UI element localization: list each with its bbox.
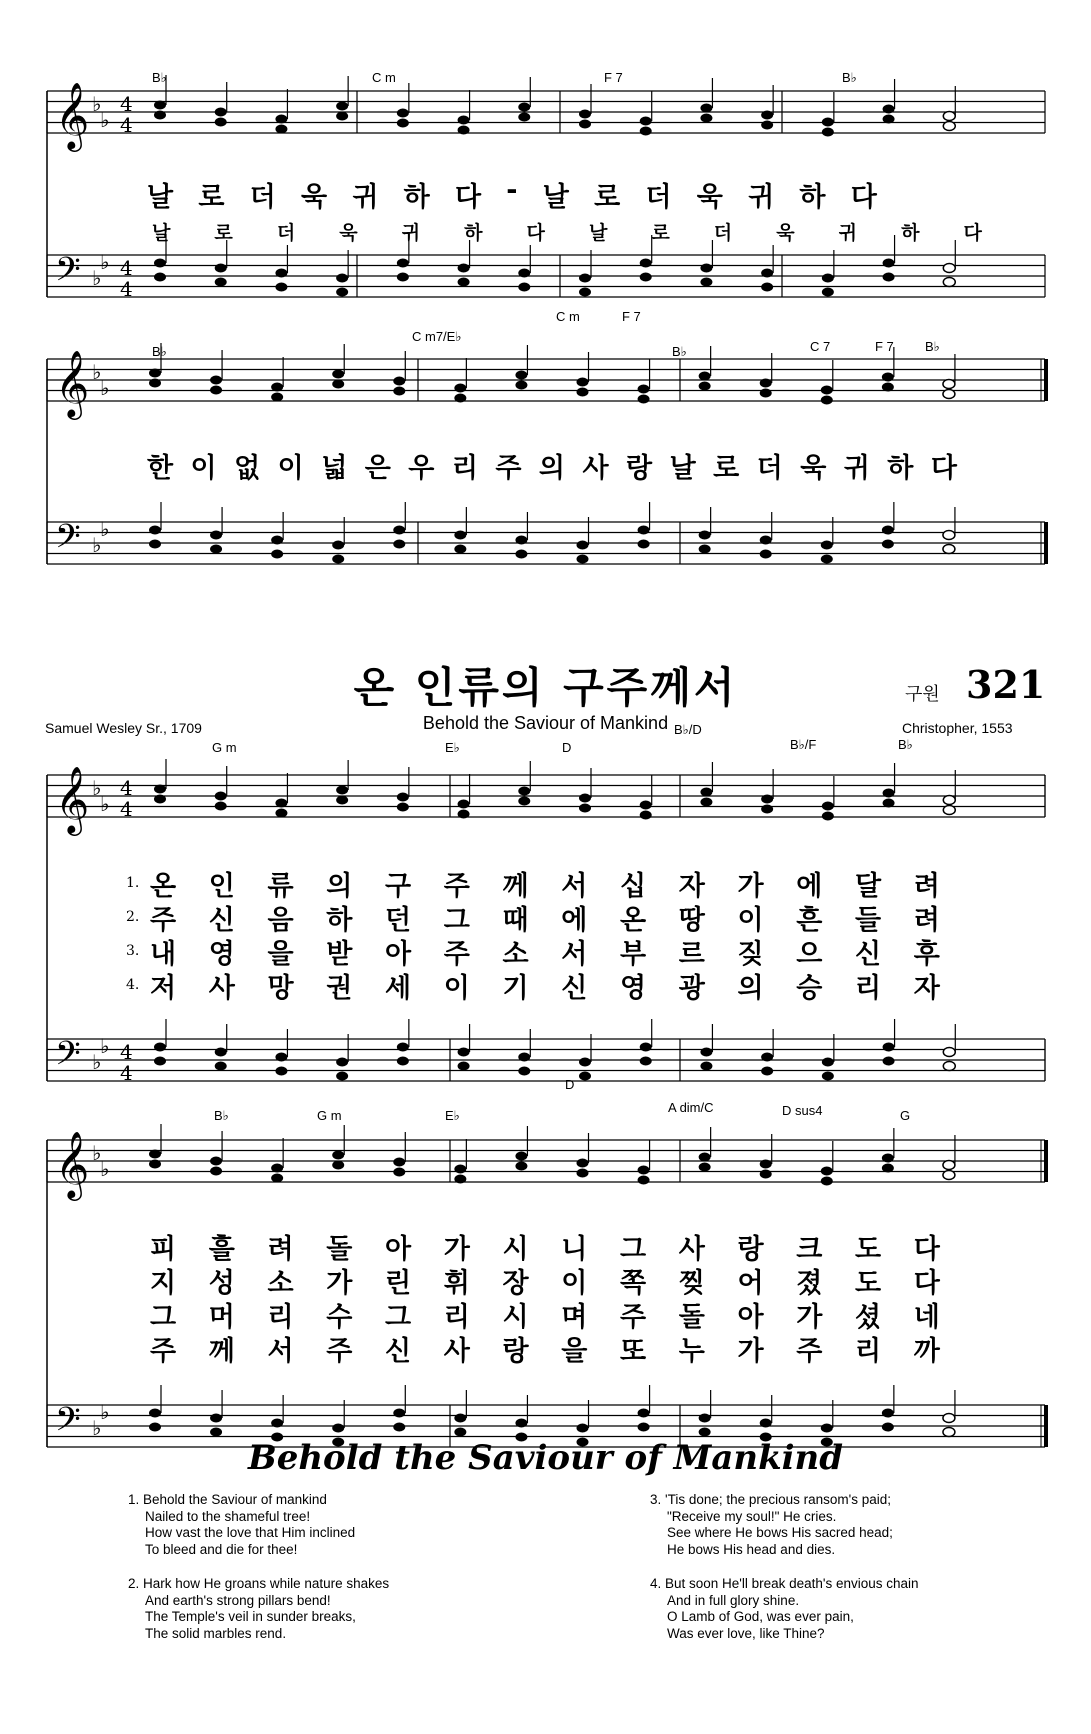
lyric-syllable: 셨: [855, 1302, 882, 1333]
svg-text:4: 4: [120, 277, 133, 301]
lyric-syllable: 네: [913, 1302, 940, 1333]
lyric-syllable: 며: [561, 1302, 588, 1333]
lyric-syllable: 사: [582, 453, 609, 484]
svg-text:♭: ♭: [92, 360, 102, 384]
svg-text:♭: ♭: [92, 1050, 102, 1074]
lyric-syllable: 주: [150, 1336, 177, 1367]
chord-label: F 7: [622, 309, 641, 324]
hymn-category-label: 구원: [905, 684, 940, 705]
chord-label: C m: [372, 70, 396, 85]
hymn-subtitle: Behold the Saviour of Mankind: [422, 713, 669, 733]
lyric-syllable: 주: [443, 871, 470, 902]
svg-text:♭: ♭: [92, 266, 102, 290]
verse-line: The Temple's veil in sunder breaks,: [145, 1609, 356, 1624]
chord-label: B♭: [152, 344, 167, 359]
svg-text:♭: ♭: [100, 1400, 110, 1424]
verse-line: Was ever love, like Thine?: [667, 1625, 825, 1641]
lyric-syllable: 은: [364, 453, 391, 484]
lyric-syllable: 그: [150, 1302, 177, 1333]
svg-text:♭: ♭: [100, 108, 110, 132]
verse-line: "Receive my soul!" He cries.: [667, 1508, 837, 1524]
lyric-syllable: 다: [526, 222, 545, 244]
svg-text:4: 4: [120, 1061, 133, 1085]
lyric-syllable: 없: [234, 453, 261, 484]
lyric-syllable: 자: [678, 871, 705, 902]
lyric-syllable: 그: [385, 1302, 412, 1333]
lyric-syllable: 장: [502, 1268, 529, 1299]
lyric-syllable: 사: [443, 1336, 470, 1367]
lyric-syllable: 이: [561, 1268, 588, 1299]
tune-credit: Christopher, 1553: [902, 720, 1013, 736]
lyric-syllable: 달: [855, 871, 882, 902]
lyric-syllable: 에: [796, 871, 823, 902]
lyric-syllable: 휘: [443, 1268, 470, 1299]
lyric-syllable: 리: [443, 1302, 470, 1333]
lyric-syllable: 서: [561, 939, 588, 970]
svg-text:♭: ♭: [100, 1157, 110, 1181]
lyric-syllable: 다: [913, 1234, 940, 1265]
english-verse-1: [128, 1492, 355, 1558]
svg-text:♭: ♭: [100, 1034, 110, 1058]
lyric-syllable: 사: [208, 973, 235, 1004]
lyric-syllable: 다: [963, 222, 982, 244]
lyric-syllable: 흔: [796, 905, 823, 936]
lyric-syllable: 류: [267, 871, 294, 902]
lyric-syllable: 구: [385, 871, 412, 902]
lyric-syllable: 욱: [776, 222, 795, 244]
verse-number: 3.: [126, 943, 140, 959]
lyric-syllable: 날: [542, 182, 569, 213]
lyric-syllable: 돌: [678, 1302, 705, 1333]
lyric-syllable: 더: [713, 222, 733, 244]
verse-number: 4.: [126, 977, 140, 993]
lyric-syllable: 받: [326, 939, 353, 970]
lyric-syllable: 리: [855, 1336, 882, 1367]
svg-text:𝄢: 𝄢: [55, 1401, 81, 1447]
lyric-syllable: 영: [208, 939, 235, 970]
english-verse-4: [650, 1576, 919, 1642]
lyric-syllable: 가: [326, 1268, 353, 1299]
lyric-syllable: 돌: [326, 1234, 353, 1265]
verse-line: To bleed and die for thee!: [145, 1541, 298, 1557]
lyric-syllable: 하: [403, 182, 430, 213]
lyric-syllable: 이: [443, 973, 470, 1004]
lyric-syllable: 때: [502, 905, 529, 936]
lyric-syllable: 로: [214, 222, 233, 244]
verse-line: 2. Hark how He groans while nature shakes: [128, 1576, 390, 1591]
verse-line: 3. 'Tis done; the precious ransom's paid;: [650, 1492, 892, 1507]
svg-text:𝄞: 𝄞: [55, 349, 90, 417]
lyric-syllable: 땅: [678, 905, 705, 936]
lyric-syllable: 가: [737, 1336, 764, 1367]
lyric-syllable: 자: [913, 973, 940, 1004]
lyric-syllable: 랑: [737, 1234, 764, 1265]
lyric-syllable: 로: [594, 182, 621, 213]
svg-text:𝄢: 𝄢: [55, 251, 81, 297]
chord-label: F 7: [604, 70, 623, 85]
lyric-syllable: 로: [198, 182, 225, 213]
lyric-syllable: 수: [326, 1302, 353, 1333]
lyric-syllable: 던: [385, 905, 412, 936]
chord-label: B♭: [152, 70, 167, 85]
lyric-syllable: 주: [495, 453, 522, 484]
lyric-syllable: 하: [799, 182, 826, 213]
lyric-syllable: 더: [249, 182, 276, 213]
svg-text:4: 4: [120, 92, 133, 116]
lyric-syllable: 어: [737, 1268, 764, 1299]
lyric-syllable: 으: [796, 939, 823, 970]
lyric-syllable: 더: [756, 453, 783, 484]
lyric-syllable: 이: [277, 453, 304, 484]
lyric-syllable: 의: [538, 453, 566, 484]
lyric-syllable: 쪽: [620, 1268, 647, 1299]
lyric-syllable: 하: [464, 222, 483, 244]
svg-text:♭: ♭: [100, 376, 110, 400]
svg-text:♭: ♭: [92, 1141, 102, 1165]
lyric-syllable: 그: [443, 905, 470, 936]
english-verse-2: [128, 1576, 389, 1642]
lyric-syllable: 온: [150, 871, 177, 902]
verse-line: 4. But soon He'll break death's envious chain: [650, 1576, 919, 1591]
lyric-syllable: 까: [913, 1336, 940, 1367]
svg-text:𝄞: 𝄞: [55, 765, 90, 833]
verse-line: And in full glory shine.: [667, 1592, 800, 1608]
svg-text:♭: ♭: [92, 92, 102, 116]
lyric-syllable: 짖: [737, 939, 764, 970]
lyric-syllable: 시: [502, 1234, 529, 1265]
english-verse-3: [650, 1492, 893, 1558]
svg-text:𝄞: 𝄞: [55, 1130, 90, 1198]
lyric-syllable: 부: [620, 939, 647, 970]
lyric-syllable: 신: [855, 939, 882, 970]
verse-number: 2.: [126, 909, 140, 925]
lyric-syllable: 욱: [800, 453, 827, 484]
lyric-syllable: 하: [326, 905, 353, 936]
lyric-syllable: 을: [561, 1336, 588, 1367]
lyric-syllable: 날: [669, 453, 696, 484]
lyric-syllable: 로: [713, 453, 740, 484]
svg-text:4: 4: [120, 1040, 133, 1064]
lyric-syllable: 려: [913, 871, 940, 902]
lyric-syllable: 주: [150, 905, 177, 936]
lyric-syllable: 더: [645, 182, 672, 213]
lyric-syllable: 지: [150, 1268, 177, 1299]
lyric-syllable: 서: [267, 1336, 294, 1367]
lyric-syllable: 에: [561, 905, 588, 936]
lyric-syllable: 십: [620, 871, 647, 902]
lyric-syllable: 머: [208, 1302, 235, 1333]
lyric-syllable: 서: [561, 871, 588, 902]
lyric-syllable: 니: [561, 1234, 588, 1265]
verse-line: O Lamb of God, was ever pain,: [667, 1609, 854, 1624]
chord-label: G: [900, 1108, 911, 1123]
author-credit: Samuel Wesley Sr., 1709: [45, 720, 202, 736]
verse-number: 1.: [126, 875, 140, 891]
lyric-syllable: 넓: [321, 453, 348, 484]
lyric-syllable: 귀: [838, 222, 857, 244]
lyric-syllable: 로: [651, 222, 670, 244]
svg-text:♭: ♭: [92, 776, 102, 800]
lyric-syllable: 가: [443, 1234, 470, 1265]
verse-line: He bows His head and dies.: [667, 1541, 836, 1557]
lyric-syllable: 인: [208, 871, 235, 902]
chord-label: D sus4: [782, 1103, 823, 1118]
lyric-syllable: 주: [443, 939, 470, 970]
svg-text:4: 4: [120, 776, 133, 800]
lyric-syllable: 주: [796, 1336, 823, 1367]
lyric-syllable: 아: [385, 939, 412, 970]
chord-label: B♭: [898, 737, 913, 752]
chord-label: G m: [317, 1108, 342, 1123]
lyric-syllable: 권: [326, 973, 353, 1004]
lyric-syllable: 세: [385, 973, 412, 1004]
hymn-number: 321: [966, 662, 1046, 707]
lyric-syllable: 누: [678, 1336, 705, 1367]
lyric-syllable: 려: [913, 905, 940, 936]
lyric-syllable: 크: [796, 1234, 823, 1265]
lyric-syllable: 아: [385, 1234, 412, 1265]
lyric-syllable: 음: [267, 905, 294, 936]
lyric-syllable: 시: [502, 1302, 529, 1333]
lyric-syllable: 께: [208, 1336, 235, 1367]
lyric-syllable: 날: [152, 222, 171, 244]
chord-label: B♭/D: [674, 722, 702, 737]
svg-text:♭: ♭: [92, 533, 102, 557]
lyric-syllable: 귀: [401, 222, 421, 244]
lyric-syllable: 욱: [696, 182, 723, 213]
svg-text:4: 4: [120, 113, 133, 137]
lyric-syllable: 랑: [626, 453, 653, 484]
chord-label: B♭: [925, 339, 940, 354]
chord-label: A dim/C: [668, 1100, 714, 1115]
hymn-title: 온 인류의 구주께서: [353, 663, 738, 712]
lyric-syllable: 이: [190, 453, 217, 484]
verse-lyric-row: [150, 1329, 940, 1368]
lyric-syllable: 의: [326, 871, 353, 902]
svg-text:♭: ♭: [100, 250, 110, 274]
lyric-syllable: 도: [855, 1234, 882, 1265]
lyric-syllable: 다: [913, 1268, 940, 1299]
lyric-syllable: 그: [620, 1234, 647, 1265]
chord-label: B♭/F: [790, 737, 817, 752]
svg-text:♭: ♭: [92, 1416, 102, 1440]
svg-text:𝄞: 𝄞: [55, 81, 90, 149]
lyric-syllable: 신: [385, 1336, 412, 1367]
lyric-syllable: 승: [796, 973, 823, 1004]
lyric-syllable: 아: [737, 1302, 764, 1333]
chord-label: C 7: [810, 339, 831, 354]
lyric-syllable: 욱: [300, 182, 328, 213]
lyric-syllable: 망: [267, 973, 294, 1004]
lyric-syllable: 다: [454, 182, 482, 213]
lyric-syllable: 성: [208, 1268, 235, 1299]
chord-label: B♭: [842, 70, 857, 85]
svg-text:𝄢: 𝄢: [55, 1035, 81, 1081]
lyric-syllable: 하: [887, 453, 914, 484]
lyric-syllable: 날: [147, 182, 174, 213]
lyric-syllable: 가: [796, 1302, 823, 1333]
system1-lyric-main: [147, 175, 877, 214]
lyric-syllable: 날: [588, 222, 608, 244]
chord-label: D: [565, 1077, 575, 1092]
lyric-syllable: 다: [930, 453, 957, 484]
svg-text:♭: ♭: [100, 792, 110, 816]
lyric-syllable: 영: [620, 973, 647, 1004]
verse-line: Nailed to the shameful tree!: [145, 1508, 311, 1524]
chord-label: C m7/E♭: [412, 329, 462, 344]
chord-label: D: [562, 740, 572, 755]
verse-line: See where He bows His sacred head;: [667, 1525, 893, 1540]
lyric-syllable: 을: [267, 939, 294, 970]
lyric-syllable: 려: [267, 1234, 294, 1265]
lyric-syllable: 하: [901, 222, 920, 244]
lyric-syllable: 리: [451, 453, 478, 484]
lyric-syllable: 의: [737, 973, 764, 1004]
svg-text:𝄢: 𝄢: [55, 518, 81, 564]
svg-text:♭: ♭: [100, 517, 110, 541]
lyric-syllable: 리: [267, 1302, 294, 1333]
lyric-syllable: 후: [913, 939, 940, 970]
lyric-syllable: 우: [408, 453, 435, 484]
lyric-syllable: 이: [737, 905, 764, 936]
lyric-syllable: 찢: [678, 1268, 705, 1299]
verse-line: And earth's strong pillars bend!: [145, 1592, 331, 1608]
lyric-syllable: 졌: [796, 1268, 823, 1299]
chord-label: F 7: [875, 339, 894, 354]
lyric-syllable: 신: [561, 973, 588, 1004]
verse-line: 1. Behold the Saviour of mankind: [128, 1492, 327, 1507]
chord-label: B♭: [214, 1108, 229, 1123]
lyric-syllable: 내: [150, 939, 177, 970]
lyric-syllable: 가: [737, 871, 764, 902]
system2-lyric: [147, 446, 957, 485]
lyric-syllable: 귀: [352, 182, 379, 213]
lyric-syllable: -: [506, 175, 518, 206]
lyric-syllable: 한: [147, 453, 174, 484]
chord-label: G m: [212, 740, 237, 755]
lyric-syllable: 저: [150, 973, 177, 1004]
svg-text:4: 4: [120, 797, 133, 821]
lyric-syllable: 귀: [748, 182, 775, 213]
lyric-syllable: 들: [855, 905, 882, 936]
chord-label: C m: [556, 309, 580, 324]
chord-label: B♭: [672, 344, 687, 359]
lyric-syllable: 르: [678, 939, 705, 970]
verse-line: How vast the love that Him inclined: [145, 1525, 356, 1540]
lyric-syllable: 소: [267, 1268, 294, 1299]
chord-label: E♭: [445, 740, 460, 755]
lyric-syllable: 귀: [843, 453, 870, 484]
lyric-syllable: 더: [276, 222, 296, 244]
lyric-syllable: 소: [502, 939, 529, 970]
lyric-syllable: 린: [385, 1268, 412, 1299]
lyric-syllable: 기: [502, 973, 529, 1004]
lyric-syllable: 욱: [339, 222, 358, 244]
lyric-syllable: 신: [208, 905, 235, 936]
lyric-syllable: 온: [620, 905, 647, 936]
lyric-syllable: 광: [678, 973, 705, 1004]
lyric-syllable: 사: [678, 1234, 705, 1265]
lyric-syllable: 도: [855, 1268, 882, 1299]
verse-line: The solid marbles rend.: [145, 1625, 287, 1641]
lyric-syllable: 주: [620, 1302, 647, 1333]
lyric-syllable: 리: [855, 973, 882, 1004]
svg-text:4: 4: [120, 256, 133, 280]
lyric-syllable: 다: [850, 182, 877, 213]
system1-lyric-small: [152, 218, 982, 245]
english-title: Behold the Saviour of Mankind: [247, 1438, 844, 1478]
lyric-syllable: 주: [326, 1336, 353, 1367]
lyric-syllable: 또: [620, 1336, 647, 1367]
verse-lyric-row: [150, 966, 940, 1005]
chord-label: E♭: [445, 1108, 460, 1123]
lyric-syllable: 랑: [502, 1336, 529, 1367]
lyric-syllable: 께: [502, 871, 529, 902]
lyric-syllable: 흘: [208, 1234, 235, 1265]
lyric-syllable: 피: [150, 1234, 177, 1265]
